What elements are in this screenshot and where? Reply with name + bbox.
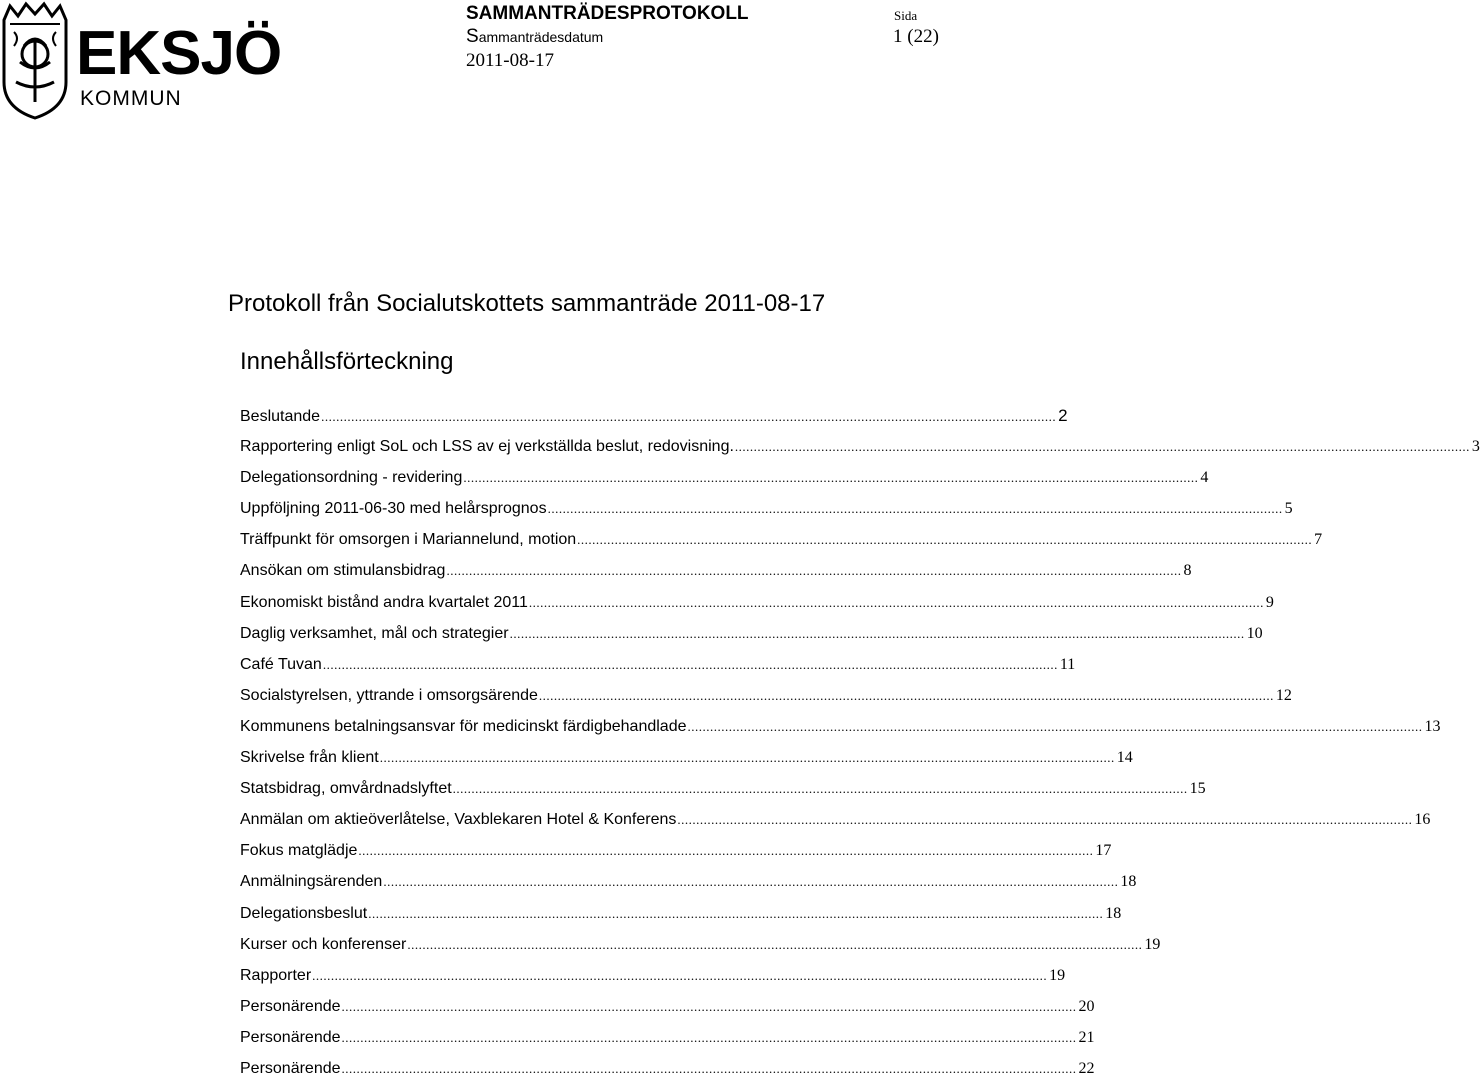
document-title: Protokoll från Socialutskottets sammanträde 2011-08-17	[228, 290, 826, 317]
logo-wordmark: EKSJÖ	[76, 19, 282, 88]
toc-entry-page: 18	[1105, 904, 1122, 922]
toc-entry-page: 3	[1471, 438, 1480, 456]
toc-entry-label: Ansökan om stimulansbidrag	[240, 562, 446, 580]
dot-leader: ....................................................................................................................................................................................................	[446, 563, 1182, 579]
toc-entry[interactable]	[240, 808, 1431, 839]
toc-entry[interactable]	[240, 559, 1192, 590]
toc-entry-page: 14	[1116, 749, 1133, 767]
toc-entry[interactable]	[240, 466, 1209, 497]
dot-leader: ....................................................................................................................................................................................................	[312, 967, 1048, 983]
dot-leader: ....................................................................................................................................................................................................	[687, 718, 1423, 734]
dot-leader: ....................................................................................................................................................................................................	[341, 1060, 1077, 1076]
toc-entry-label: Café Tuvan	[240, 655, 322, 673]
toc-entry-label: Rapportering enligt SoL och LSS av ej verkställda beslut, redovisning.	[240, 438, 734, 456]
toc-entry-page: 11	[1059, 655, 1076, 673]
toc-entry-page: 21	[1078, 1028, 1095, 1046]
toc-entry[interactable]	[240, 777, 1206, 808]
dot-leader: ....................................................................................................................................................................................................	[379, 750, 1115, 766]
toc-entry-page: 17	[1095, 842, 1112, 860]
toc-entry[interactable]	[240, 995, 1095, 1026]
dot-leader: ....................................................................................................................................................................................................	[463, 470, 1199, 486]
toc-entry[interactable]	[240, 870, 1137, 901]
toc-entry[interactable]	[240, 591, 1274, 622]
toc-entry-label: Kommunens betalningsansvar för medicinskt färdigbehandlade	[240, 717, 687, 735]
dot-leader: ....................................................................................................................................................................................................	[358, 843, 1094, 859]
toc-entry[interactable]	[240, 435, 1480, 466]
toc-entry-label: Personärende	[240, 1028, 341, 1046]
toc-entry-page: 4	[1200, 469, 1209, 487]
dot-leader: ....................................................................................................................................................................................................	[509, 625, 1245, 641]
dot-leader: ....................................................................................................................................................................................................	[341, 1029, 1077, 1045]
toc-entry-page: 19	[1049, 966, 1066, 984]
toc-entry-page: 22	[1078, 1059, 1095, 1077]
dot-leader: ....................................................................................................................................................................................................	[677, 812, 1413, 828]
dot-leader: ....................................................................................................................................................................................................	[528, 594, 1264, 610]
protocol-type-title: SAMMANTRÄDESPROTOKOLL	[466, 3, 749, 24]
meeting-date-label-rest: ammanträdesdatum	[478, 29, 604, 45]
toc-entry-page: 12	[1275, 686, 1292, 704]
coat-of-arms-icon	[0, 2, 70, 120]
toc-entry[interactable]	[240, 715, 1441, 746]
toc-entry-page: 13	[1424, 717, 1441, 735]
dot-leader: ....................................................................................................................................................................................................	[538, 687, 1274, 703]
dot-leader: ....................................................................................................................................................................................................	[321, 409, 1057, 424]
toc-entry[interactable]	[240, 404, 1068, 435]
toc-entry[interactable]	[240, 746, 1133, 777]
toc-entry-label: Skrivelse från klient	[240, 749, 379, 767]
dot-leader: ....................................................................................................................................................................................................	[341, 998, 1077, 1014]
toc-entry-label: Personärende	[240, 1059, 341, 1077]
eksjo-kommun-logo	[0, 0, 282, 122]
toc-entry[interactable]	[240, 1026, 1095, 1057]
toc-entry-label: Fokus matglädje	[240, 842, 358, 860]
toc-entry-page: 5	[1284, 500, 1293, 518]
toc-entry-page: 2	[1058, 406, 1068, 425]
toc-entry[interactable]	[240, 622, 1263, 653]
toc-entry-label: Socialstyrelsen, yttrande i omsorgsärende	[240, 686, 538, 704]
toc-entry[interactable]	[240, 653, 1076, 684]
dot-leader: ....................................................................................................................................................................................................	[322, 656, 1058, 672]
dot-leader: ....................................................................................................................................................................................................	[383, 874, 1119, 890]
toc-entry-label: Beslutande	[240, 408, 321, 425]
logo-subtitle: KOMMUN	[80, 87, 182, 110]
toc-entry-label: Kurser och konferenser	[240, 935, 407, 953]
toc-entry-label: Anmälan om aktieöverlåtelse, Vaxblekaren Hotel & Konferens	[240, 811, 677, 829]
toc-heading: Innehållsförteckning	[240, 348, 454, 375]
toc-entry-page: 7	[1314, 531, 1323, 549]
toc-entry[interactable]	[240, 497, 1293, 528]
toc-entry[interactable]	[240, 528, 1323, 559]
toc-entry-page: 8	[1183, 562, 1192, 580]
toc-entry-page: 15	[1189, 780, 1206, 798]
dot-leader: ....................................................................................................................................................................................................	[452, 781, 1188, 797]
toc-entry-label: Statsbidrag, omvårdnadslyftet	[240, 780, 452, 798]
toc-entry[interactable]	[240, 964, 1066, 995]
toc-entry-label: Anmälningsärenden	[240, 873, 383, 891]
dot-leader: ....................................................................................................................................................................................................	[407, 936, 1143, 952]
table-of-contents	[240, 404, 1480, 1088]
toc-entry-page: 9	[1265, 593, 1274, 611]
toc-entry-label: Ekonomiskt bistånd andra kvartalet 2011	[240, 593, 528, 611]
toc-entry-page: 18	[1120, 873, 1137, 891]
toc-entry-page: 16	[1414, 811, 1431, 829]
dot-leader: ....................................................................................................................................................................................................	[734, 439, 1470, 455]
page-number: 1 (22)	[893, 26, 939, 47]
toc-entry-label: Daglig verksamhet, mål och strategier	[240, 624, 509, 642]
toc-entry-label: Personärende	[240, 997, 341, 1015]
meeting-date: 2011-08-17	[466, 50, 554, 71]
toc-entry-label: Rapporter	[240, 966, 312, 984]
meeting-date-label-initial: S	[466, 26, 479, 47]
toc-entry-label: Uppföljning 2011-06-30 med helårsprognos	[240, 500, 547, 518]
toc-entry-page: 19	[1144, 935, 1161, 953]
dot-leader: ....................................................................................................................................................................................................	[547, 501, 1283, 517]
toc-entry-label: Delegationsordning - revidering	[240, 469, 463, 487]
dot-leader: ....................................................................................................................................................................................................	[368, 905, 1104, 921]
toc-entry[interactable]	[240, 684, 1292, 715]
page-label: Sida	[894, 8, 918, 23]
toc-entry[interactable]	[240, 1057, 1095, 1088]
dot-leader: ....................................................................................................................................................................................................	[577, 532, 1313, 548]
toc-entry[interactable]	[240, 902, 1122, 933]
toc-entry-label: Delegationsbeslut	[240, 904, 368, 922]
toc-entry[interactable]	[240, 839, 1112, 870]
toc-entry-label: Träffpunkt för omsorgen i Mariannelund, motion	[240, 531, 577, 549]
toc-entry[interactable]	[240, 933, 1161, 964]
toc-entry-page: 20	[1078, 997, 1095, 1015]
toc-entry-page: 10	[1246, 624, 1263, 642]
meeting-date-label	[466, 28, 603, 46]
